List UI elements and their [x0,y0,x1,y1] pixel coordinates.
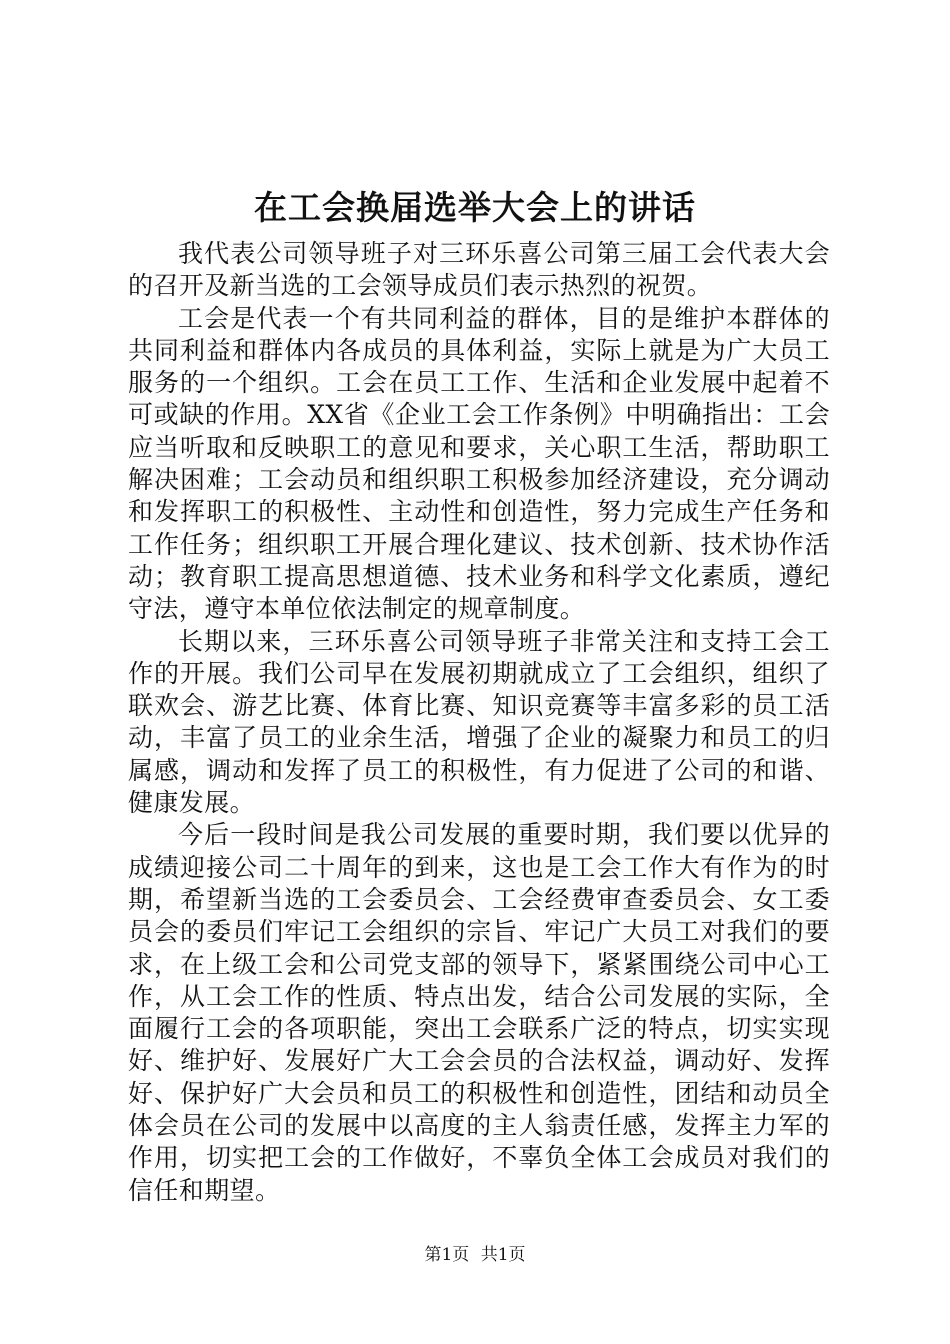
document-body [128,238,830,1207]
paragraph-4: 今后一段时间是我公司发展的重要时期，我们要以优异的成绩迎接公司二十周年的到来，这也是工会工作大有作为的时期，希望新当选的工会委员会、工会经费审查委员会、女工委员会的委员们牢记工会组织的宗旨、牢记广大员工对我们的要求，在上级工会和公司党支部的领导下，紧紧围绕公司中心工作，从工会工作的性质、特点出发，结合公司发展的实际，全面履行工会的各项职能，突出工会联系广泛的特点，切实实现好、维护好、发展好广大工会会员的合法权益，调动好、发挥好、保护好广大会员和员工的积极性和创造性，团结和动员全体会员在公司的发展中以高度的主人翁责任感，发挥主力军的作用，切实把工会的工作做好，不辜负全体工会成员对我们的信任和期望。 [128,820,830,1205]
document-title: 在工会换届选举大会上的讲话 [254,188,696,227]
paragraph-1: 我代表公司领导班子对三环乐喜公司第三届工会代表大会的召开及新当选的工会领导成员们表示热烈的祝贺。 [128,239,830,301]
page-number: 第1页 [424,1245,470,1265]
page-footer [0,1243,950,1267]
page-total: 共1页 [480,1245,526,1265]
paragraph-2: 工会是代表一个有共同利益的群体，目的是维护本群体的共同利益和群体内各成员的具体利益，实际上就是为广大员工服务的一个组织。工会在员工工作、生活和企业发展中起着不可或缺的作用。XX省《企业工会工作条例》中明确指出：工会应当听取和反映职工的意见和要求，关心职工生活，帮助职工解决困难；工会动员和组织职工积极参加经济建设，充分调动和发挥职工的积极性、主动性和创造性，努力完成生产任务和工作任务；组织职工开展合理化建议、技术创新、技术协作活动；教育职工提高思想道德、技术业务和科学文化素质，遵纪守法，遵守本单位依法制定的规章制度。 [128,303,830,624]
paragraph-3: 长期以来，三环乐喜公司领导班子非常关注和支持工会工作的开展。我们公司早在发展初期就成立了工会组织，组织了联欢会、游艺比赛、体育比赛、知识竞赛等丰富多彩的员工活动，丰富了员工的业余生活，增强了企业的凝聚力和员工的归属感，调动和发挥了员工的积极性，有力促进了公司的和谐、健康发展。 [128,626,830,818]
